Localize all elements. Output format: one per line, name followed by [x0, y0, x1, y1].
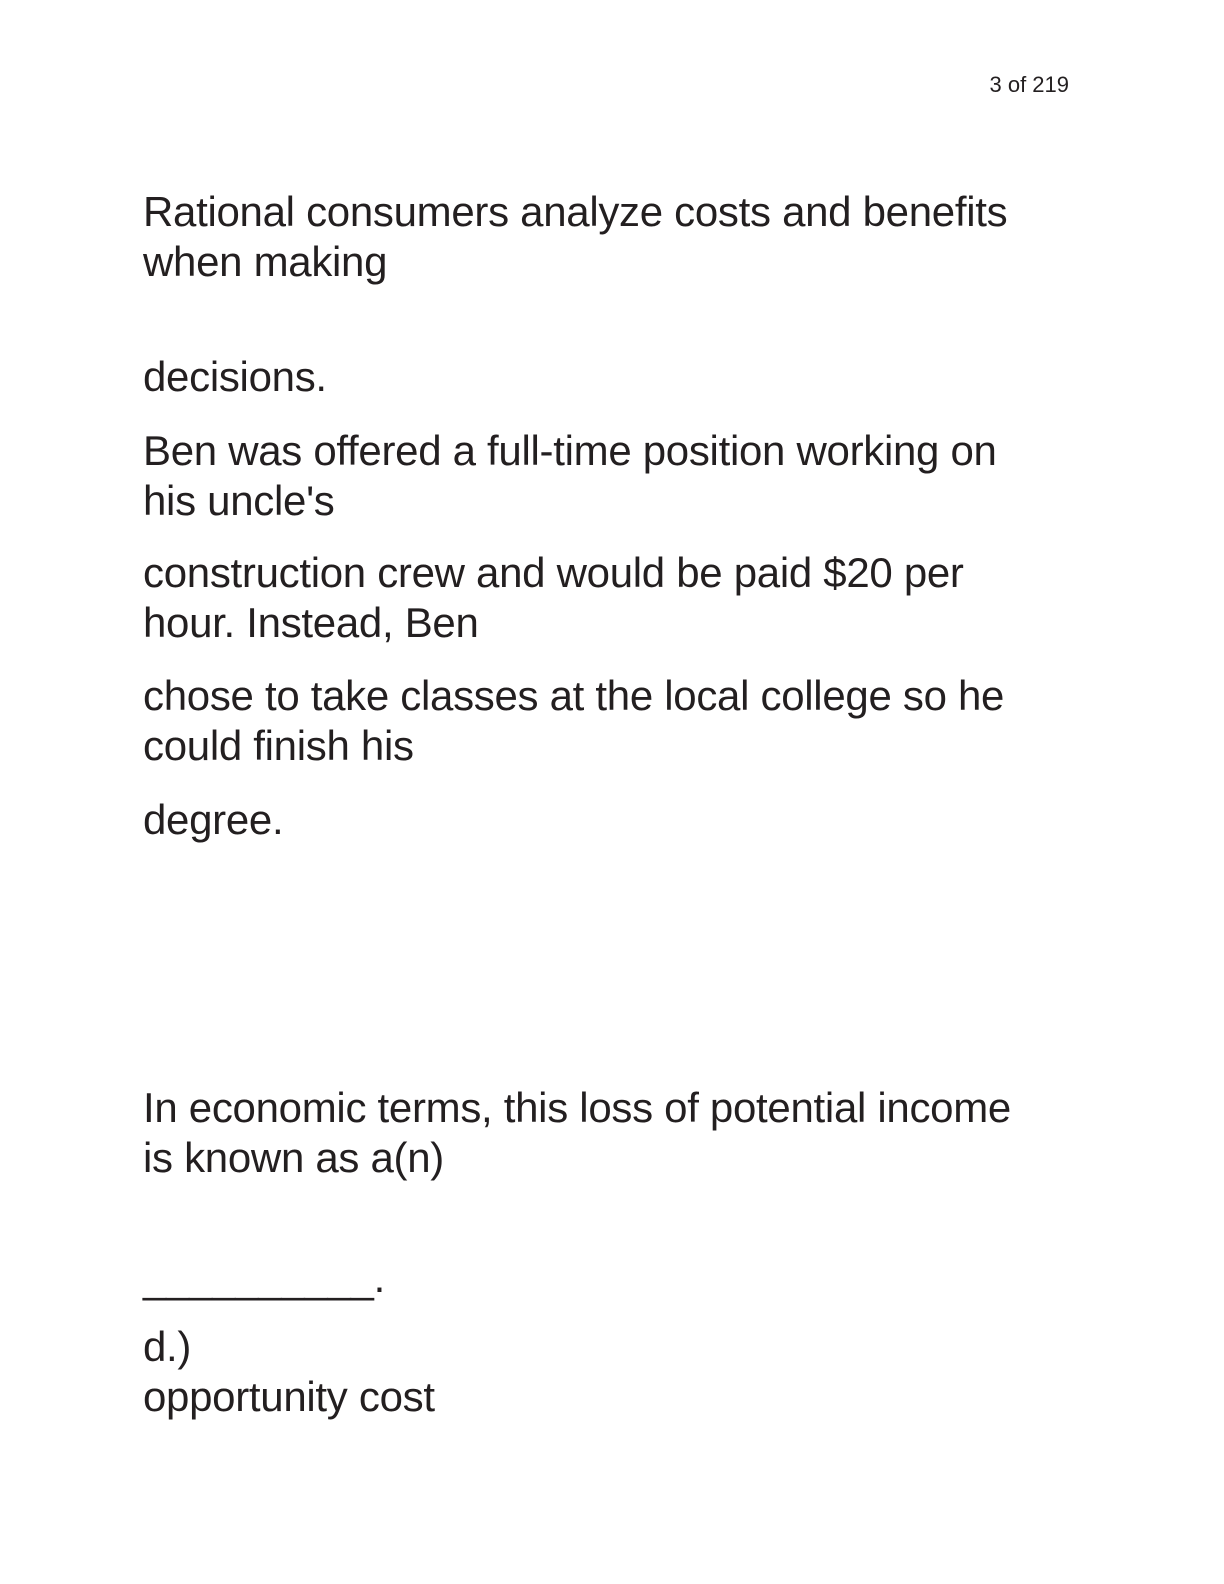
- scenario-line: degree.: [143, 796, 284, 843]
- blank-line: __________.: [143, 1254, 385, 1301]
- page-indicator: 3 of 219: [989, 72, 1069, 97]
- scenario-line: his uncle's: [143, 477, 335, 524]
- scenario-paragraph-4: [143, 795, 1063, 845]
- scenario-line: Ben was offered a full-time position working on: [143, 427, 997, 474]
- scenario-line: chose to take classes at the local college so he: [143, 672, 1005, 719]
- prompt-line: In economic terms, this loss of potential income: [143, 1084, 1011, 1131]
- answer-text: opportunity cost: [143, 1373, 435, 1420]
- prompt-line: is known as a(n): [143, 1134, 444, 1181]
- scenario-line: hour. Instead, Ben: [143, 599, 479, 646]
- question-line: when making: [143, 238, 388, 285]
- scenario-paragraph-3: [143, 671, 1063, 771]
- question-intro-continued: [143, 352, 1063, 402]
- scenario-line: construction crew and would be paid $20 per: [143, 549, 964, 596]
- answer-blank: [143, 1253, 1063, 1303]
- answer-letter: d.): [143, 1323, 192, 1370]
- scenario-paragraph-1: [143, 426, 1063, 526]
- scenario-paragraph-2: [143, 548, 1063, 648]
- question-intro: [143, 187, 1063, 287]
- answer: [143, 1322, 1063, 1422]
- question-line: decisions.: [143, 353, 327, 400]
- question-line: Rational consumers analyze costs and benefits: [143, 188, 1008, 235]
- scenario-line: could finish his: [143, 722, 414, 769]
- question-prompt: [143, 1083, 1063, 1183]
